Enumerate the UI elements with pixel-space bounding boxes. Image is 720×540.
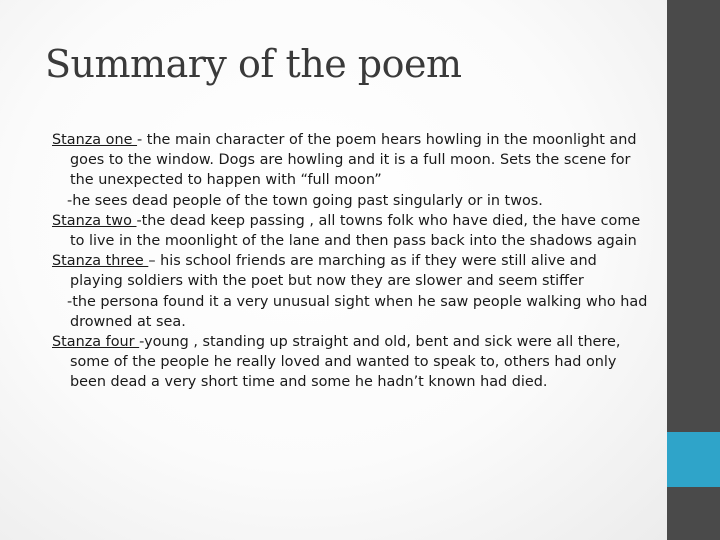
stanza-one-continuation [52,191,652,211]
stanza-three-paragraph [52,251,652,291]
stanza-one-continuation-text: -he sees dead people of the town going past singularly or in twos. [67,192,543,209]
stanza-three-continuation-text: -the persona found it a very unusual sight when he saw people walking who had drowned at sea. [67,293,648,330]
stanza-three-label: Stanza three [52,253,149,270]
stanza-four-label: Stanza four [52,334,140,351]
stanza-one-label: Stanza one [52,132,138,148]
stanza-one-paragraph [52,130,652,191]
stanza-two-paragraph [52,211,652,251]
stanza-four-text: -young , standing up straight and old, bent and sick were all there, some of the people he really loved and wanted to speak to, others had only been dead a very short time and some he hadn’t known had died. [70,334,621,391]
stanza-two-text: -the dead keep passing , all towns folk who have died, the have come to live in the moonlight of the lane and then pass back into the shadows again [70,212,641,250]
stanza-one-text: - the main character of the poem hears howling in the moonlight and goes to the window. Dogs are howling and it is a full moon. Sets the scene for the unexpected to happen with “full moon” [70,132,637,189]
sidebar-accent-block [667,432,720,487]
stanza-three-continuation [52,292,652,332]
stanza-two-label: Stanza two [52,212,137,229]
stanza-four-paragraph [52,332,652,393]
slide-title: Summary of the poem [45,42,462,86]
slide-body [52,130,652,393]
stanza-three-text: – his school friends are marching as if they were still alive and playing soldiers with the poet but now they are slower and seem stiffer [70,253,597,290]
